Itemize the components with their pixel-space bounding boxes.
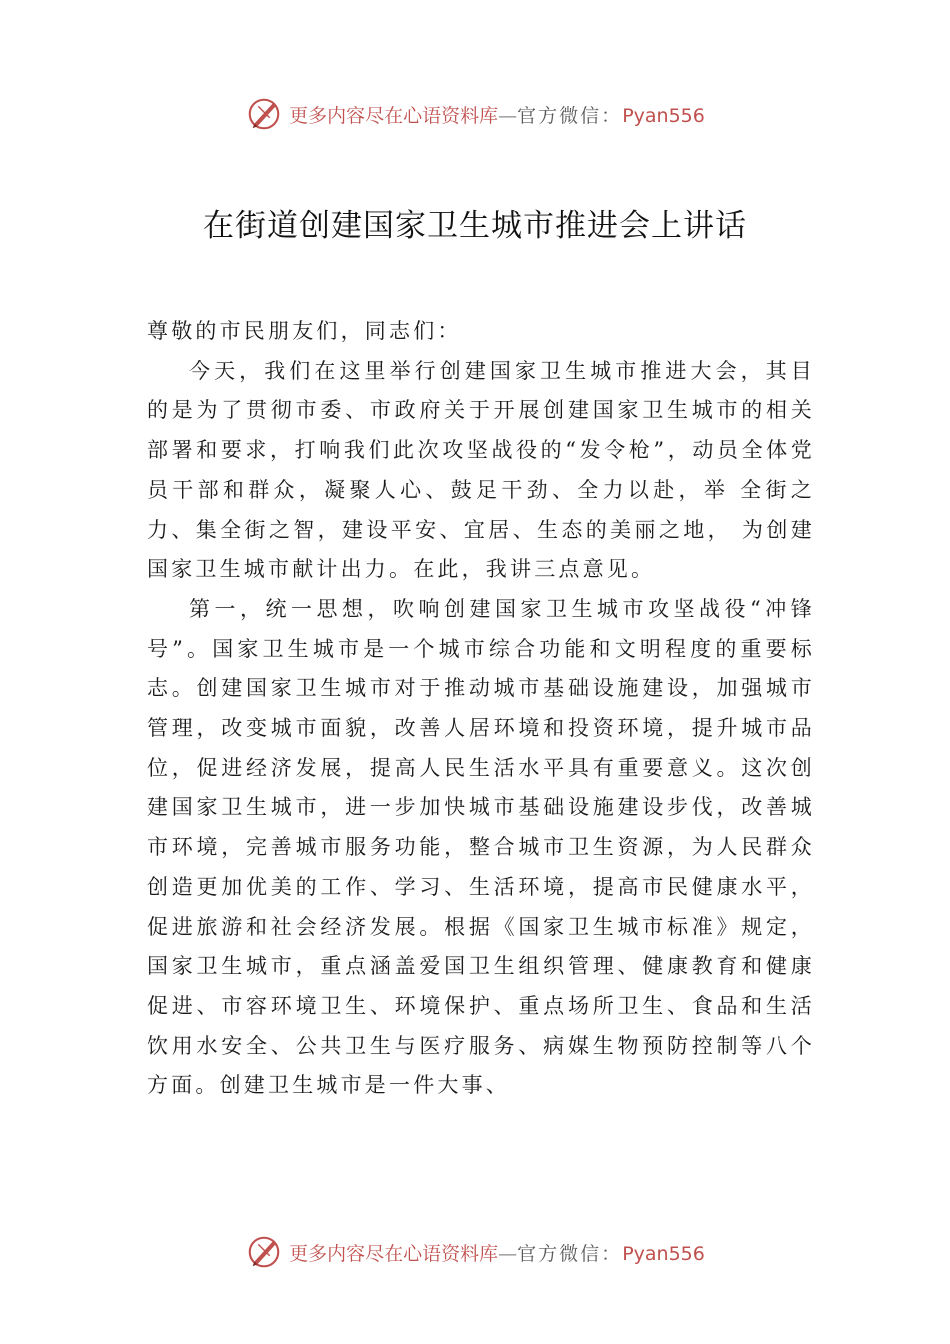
salutation: 尊敬的市民朋友们，同志们： — [147, 319, 462, 343]
watermark-footer — [0, 1232, 950, 1272]
watermark-wechat-label: 官方微信： — [517, 1242, 623, 1265]
paragraph: 第一，统一思想，吹响创建国家卫生城市攻坚战役“冲锋号”。国家卫生城市是一个城市综合功能和文明程度的重要标志。创建国家卫生城市对于推动城市基础设施建设，加强城市管理，改变城市面貌，改善人居环境和投资环境，提升城市品位，促进经济发展，提高人民生活水平具有重要意义。这次创建国家卫生城市，进一步加快城市基础设施建设步伐，改善城市环境，完善城市服务功能，整合城市卫生资源，为人民群众创造更加优美的工作、学习、生活环境，提高市民健康水平，促进旅游和社会经济发展。根据《国家卫生城市标准》规定，国家卫生城市，重点涵盖爱国卫生组织管理、健康教育和健康促进、市容环境卫生、环境保护、重点场所卫生、食品和生活饮用水安全、公共卫生与医疗服务、病媒生物预防控制等八个方面。创建卫生城市是一件大事、 — [147, 596, 815, 1098]
watermark-header — [0, 94, 950, 134]
watermark-site-name: 更多内容尽在心语资料库 — [289, 104, 499, 127]
watermark-dash: — — [498, 1242, 518, 1265]
pen-logo-icon — [245, 95, 283, 133]
pen-logo-icon — [245, 1233, 283, 1271]
document-title: 在街道创建国家卫生城市推进会上讲话 — [203, 208, 747, 244]
watermark-wechat-id: Pyan556 — [622, 1242, 705, 1265]
watermark-site-name: 更多内容尽在心语资料库 — [289, 1242, 499, 1265]
watermark-dash: — — [498, 104, 518, 127]
watermark-wechat-id: Pyan556 — [622, 104, 705, 127]
paragraph: 今天，我们在这里举行创建国家卫生城市推进大会，其目的是为了贯彻市委、市政府关于开展创建国家卫生城市的相关部署和要求，打响我们此次攻坚战役的“发令枪”，动员全体党员干部和群众，凝聚人心、鼓足干劲、全力以赴，举 全街之力、集全街之智，建设平安、宜居、生态的美丽之地， 为创建国家卫生城市献计出力。在此，我讲三点意见。 — [147, 358, 815, 582]
watermark-wechat-label: 官方微信： — [517, 104, 623, 127]
document-body — [147, 312, 815, 1106]
